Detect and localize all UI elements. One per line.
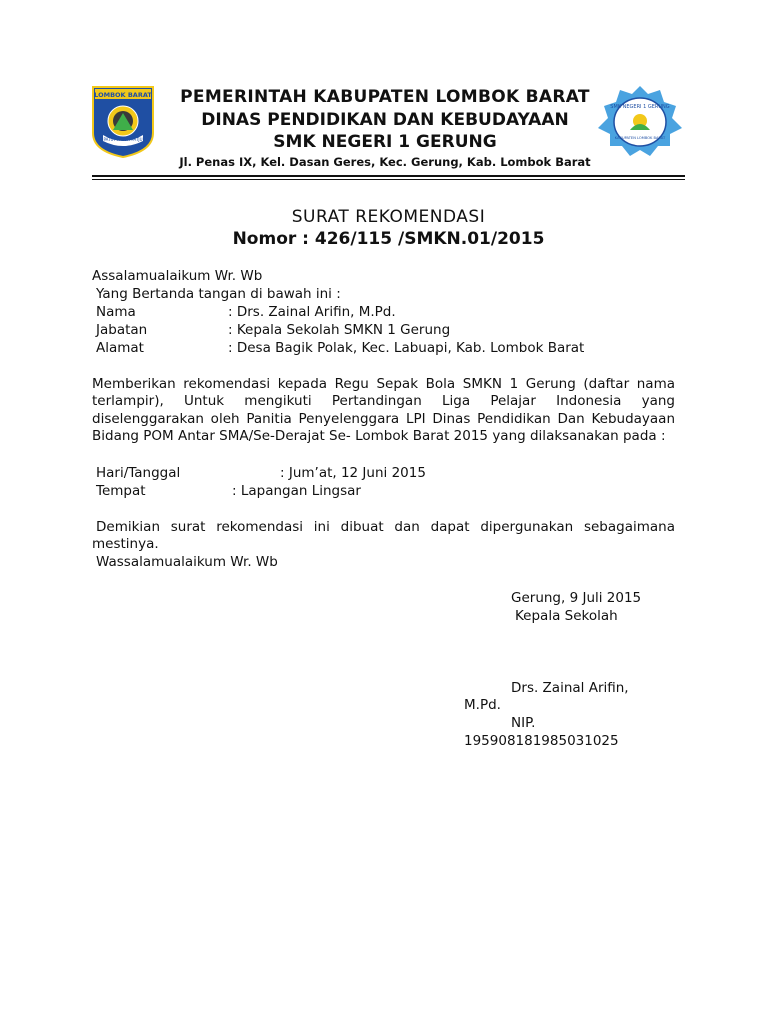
greeting: Assalamualaikum Wr. Wb bbox=[92, 268, 263, 284]
letter-number: Nomor : 426/115 /SMKN.01/2015 bbox=[232, 229, 545, 249]
event-label-venue: Tempat bbox=[96, 483, 146, 499]
regency-logo-text: LOMBOK BARAT bbox=[94, 91, 152, 99]
event-value-venue: : Lapangan Lingsar bbox=[232, 483, 361, 499]
school-logo-text-bottom: KABUPATEN LOMBOK BARAT bbox=[614, 136, 666, 140]
event-value-date: : Jum’at, 12 Juni 2015 bbox=[280, 465, 426, 481]
field-label-position: Jabatan bbox=[96, 322, 148, 338]
letterhead-department: DINAS PENDIDIKAN DAN KEBUDAYAAN bbox=[201, 110, 569, 130]
letterhead-divider-thick bbox=[92, 175, 685, 177]
closing-paragraph bbox=[92, 519, 675, 554]
signatory-name: Drs. Zainal Arifin, bbox=[511, 680, 629, 696]
nip-label: NIP. bbox=[511, 715, 536, 731]
letterhead-address: Jl. Penas IX, Kel. Dasan Geres, Kec. Gerung, Kab. Lombok Barat bbox=[179, 155, 591, 169]
signature-position: Kepala Sekolah bbox=[515, 608, 618, 624]
event-label-date: Hari/Tanggal bbox=[96, 465, 181, 481]
regency-logo-motto: PATUT PATUH PATJU bbox=[103, 137, 143, 142]
farewell: Wassalamualaikum Wr. Wb bbox=[96, 554, 278, 570]
recommendation-paragraph bbox=[92, 376, 675, 445]
field-value-position: : Kepala Sekolah SMKN 1 Gerung bbox=[228, 322, 451, 338]
letter-title: SURAT REKOMENDASI bbox=[291, 207, 486, 227]
school-logo-text-top: SMK NEGERI 1 GERUNG bbox=[610, 104, 670, 110]
letterhead-school: SMK NEGERI 1 GERUNG bbox=[273, 132, 497, 152]
signatory-title: M.Pd. bbox=[464, 697, 501, 713]
closing-text: Demikian surat rekomendasi ini dibuat dan dapat dipergunakan sebagaimana mestinya. bbox=[92, 519, 675, 553]
field-value-address: : Desa Bagik Polak, Kec. Labuapi, Kab. Lombok Barat bbox=[228, 340, 585, 356]
recommendation-text: Memberikan rekomendasi kepada Regu Sepak Bola SMKN 1 Gerung (daftar nama terlampir), Untuk mengikuti Pertandingan Liga Pelajar Indonesia yang diselenggarakan oleh Panitia Penyelenggara LPI Dinas Pendidikan Dan Kebudayaan Bidang POM Antar SMA/Se-Derajat Se- Lombok Barat 2015 yang dilaksanakan pada : bbox=[92, 376, 675, 444]
field-label-name: Nama bbox=[96, 304, 136, 320]
nip-value: 195908181985031025 bbox=[464, 733, 619, 749]
field-value-name: : Drs. Zainal Arifin, M.Pd. bbox=[228, 304, 396, 320]
school-logo bbox=[596, 84, 684, 159]
letterhead-divider-thin bbox=[92, 179, 685, 180]
signature-place-date: Gerung, 9 Juli 2015 bbox=[511, 590, 642, 606]
intro-line: Yang Bertanda tangan di bawah ini : bbox=[96, 286, 341, 302]
regency-logo bbox=[91, 85, 155, 159]
field-label-address: Alamat bbox=[96, 340, 144, 356]
letterhead-government: PEMERINTAH KABUPATEN LOMBOK BARAT bbox=[180, 87, 590, 107]
